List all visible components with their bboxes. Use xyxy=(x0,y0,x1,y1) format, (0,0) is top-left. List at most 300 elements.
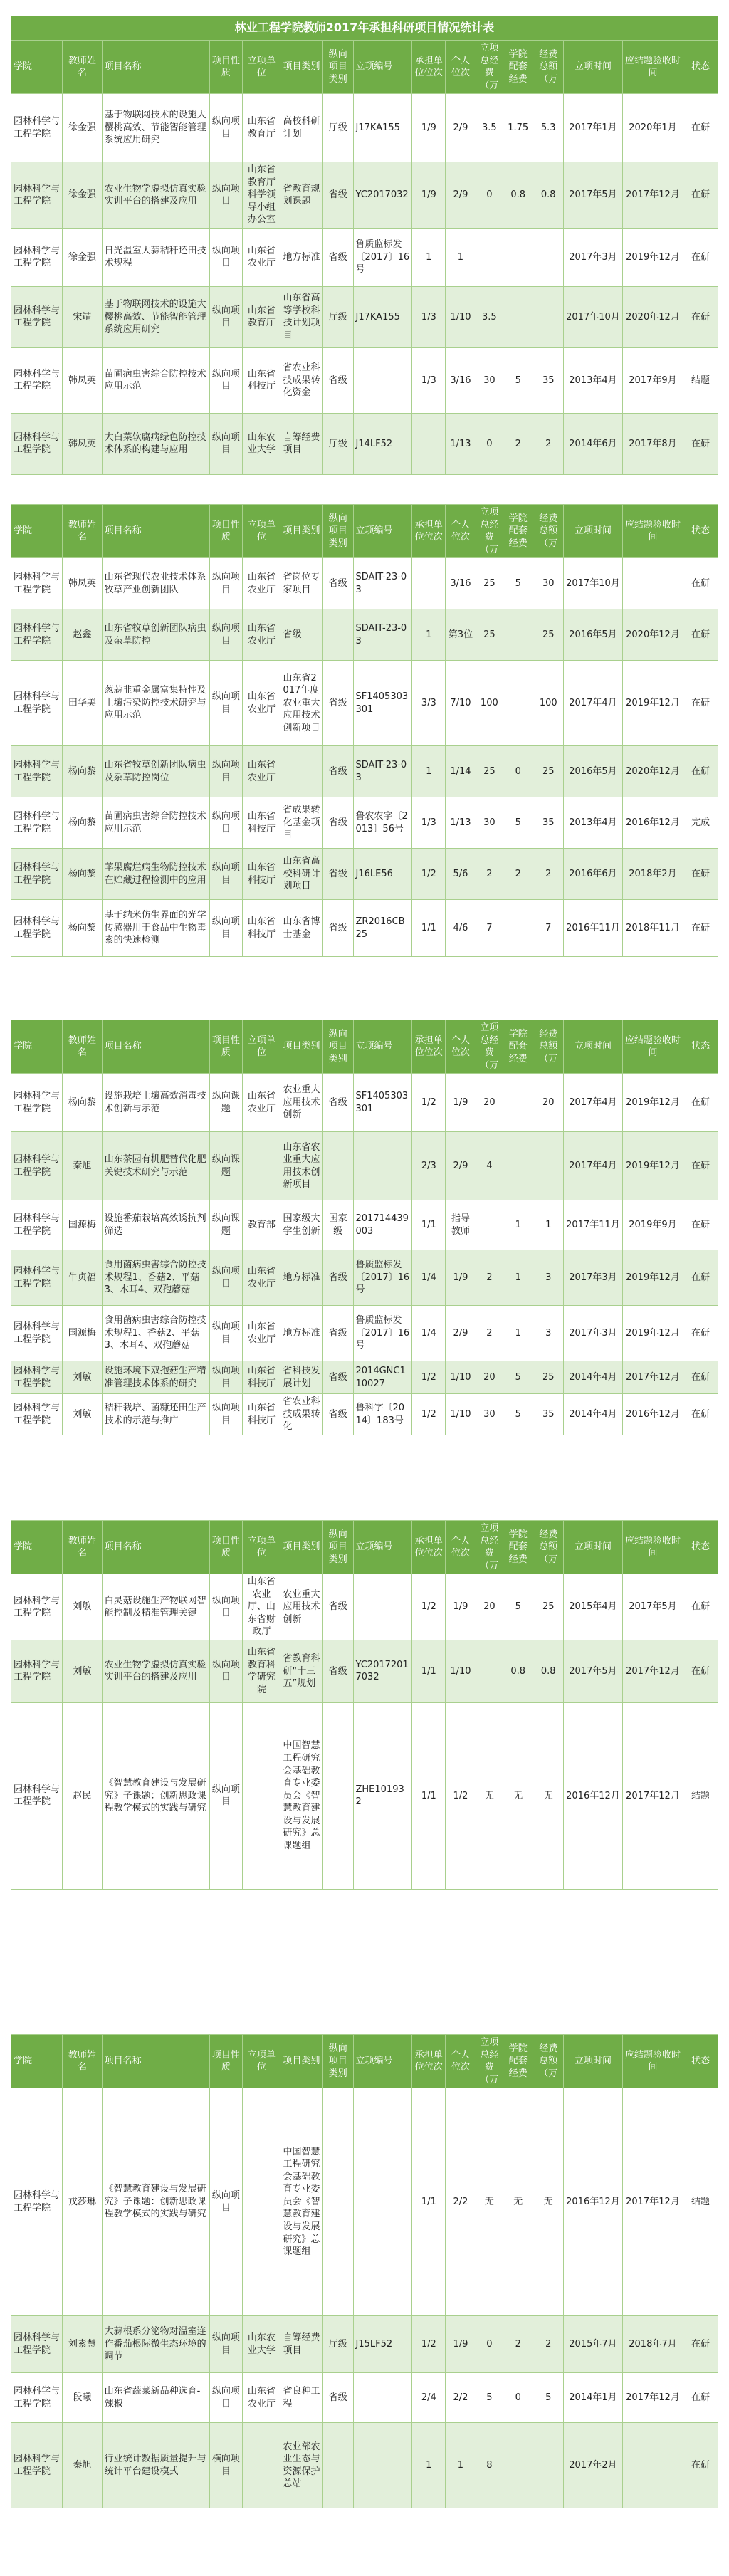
table-cell: 纵向项目 xyxy=(209,286,243,347)
table-cell: 鲁质监标发〔2017〕16号 xyxy=(353,228,412,286)
table-cell xyxy=(322,2423,353,2508)
table-cell: 5 xyxy=(476,2373,503,2423)
table-cell: 2020年12月 xyxy=(622,609,683,661)
table-cell xyxy=(322,609,353,661)
table-row xyxy=(11,2423,718,2508)
table-cell: 在研 xyxy=(683,2316,718,2373)
table-cell xyxy=(243,1702,280,1889)
table-cell: 2 xyxy=(503,849,533,900)
table-cell: 省级 xyxy=(322,1394,353,1435)
table-cell: 0.8 xyxy=(533,162,564,229)
table-row xyxy=(11,1074,718,1132)
table-cell: 1 xyxy=(412,746,446,797)
table-cell: 1/1 xyxy=(412,1200,446,1250)
table-cell: 省级 xyxy=(322,1640,353,1702)
column-header: 立项编号 xyxy=(353,1521,412,1574)
table-cell: 山东省教育科学研究院 xyxy=(243,1640,280,1702)
table-cell: 0 xyxy=(503,746,533,797)
table-cell: 园林科学与工程学院 xyxy=(11,797,63,849)
column-header: 项目类别 xyxy=(280,2035,323,2088)
table-cell: 1/9 xyxy=(446,1574,476,1640)
table-cell: 2/9 xyxy=(446,94,476,162)
table-cell: 园林科学与工程学院 xyxy=(11,1361,63,1394)
table-cell: 苗圃病虫害综合防控技术应用示范 xyxy=(102,347,209,413)
table-cell: 2019年12月 xyxy=(622,228,683,286)
column-header: 立项编号 xyxy=(353,41,412,94)
table-cell: 园林科学与工程学院 xyxy=(11,746,63,797)
table-cell: J16LE56 xyxy=(353,849,412,900)
table-cell: 指导教师 xyxy=(446,1200,476,1250)
table-cell: 基于物联网技术的设施大樱桃高效、节能智能管理系统应用研究 xyxy=(102,286,209,347)
table-cell: 0.8 xyxy=(503,1640,533,1702)
table-cell: 自筹经费项目 xyxy=(280,2316,323,2373)
table-cell: 无 xyxy=(533,1702,564,1889)
table-row xyxy=(11,2316,718,2373)
column-header: 经费总额（万 xyxy=(533,1521,564,1574)
table-cell: 2 xyxy=(533,2316,564,2373)
table-cell: 白灵菇设施生产物联网智能控制及精准管理关键 xyxy=(102,1574,209,1640)
table-cell: 2017年12月 xyxy=(622,1640,683,1702)
table-cell: 山东省博士基金 xyxy=(280,900,323,957)
column-header: 纵向项目类别 xyxy=(322,1020,353,1074)
table-cell: 纵向项目 xyxy=(209,558,243,609)
table-cell: 35 xyxy=(533,797,564,849)
table-cell: 5 xyxy=(533,2373,564,2423)
table-cell: 1 xyxy=(412,609,446,661)
table-cell: 山东省农业厅 xyxy=(243,609,280,661)
table-cell: 山东省教育厅科学领导小组办公室 xyxy=(243,162,280,229)
column-header: 立项编号 xyxy=(353,1020,412,1074)
table-cell: 山东省科技厅 xyxy=(243,900,280,957)
table-cell: 1/9 xyxy=(446,1250,476,1306)
table-cell: 2016年5月 xyxy=(564,746,623,797)
table-cell: 刘素慧 xyxy=(63,2316,102,2373)
table-cell: 2017年9月 xyxy=(622,347,683,413)
table-cell: 2019年12月 xyxy=(622,661,683,746)
table-cell: 30 xyxy=(476,1394,503,1435)
column-header: 状态 xyxy=(683,1020,718,1074)
table-cell xyxy=(353,347,412,413)
table-cell: 2014年6月 xyxy=(564,413,623,474)
table-cell: 0 xyxy=(476,413,503,474)
table-cell: 2/9 xyxy=(446,162,476,229)
table-cell xyxy=(622,558,683,609)
table-cell: 省级 xyxy=(322,797,353,849)
column-header: 承担单位位次 xyxy=(412,41,446,94)
table-cell: 园林科学与工程学院 xyxy=(11,162,63,229)
table-cell: 1 xyxy=(533,1200,564,1250)
table-row xyxy=(11,2088,718,2316)
table-cell: 5 xyxy=(503,1361,533,1394)
table-cell: 1/13 xyxy=(446,413,476,474)
table-cell: 2016年12月 xyxy=(564,1702,623,1889)
table-cell: 1 xyxy=(446,2423,476,2508)
column-header: 教师姓名 xyxy=(63,41,102,94)
table-cell xyxy=(503,228,533,286)
table-cell xyxy=(476,1200,503,1250)
table-cell: 中国智慧工程研究会基础教育专业委员会《智慧教育建设与发展研究》总课题组 xyxy=(280,2088,323,2316)
table-cell: ZHE101932 xyxy=(353,1702,412,1889)
table-cell: 山东省农业厅 xyxy=(243,1250,280,1306)
table-cell: 省级 xyxy=(322,228,353,286)
project-table-1 xyxy=(11,40,718,475)
table-cell: 农业生物学虚拟仿真实验实训平台的搭建及应用 xyxy=(102,1640,209,1702)
table-cell xyxy=(243,2088,280,2316)
table-cell: 1/2 xyxy=(412,1074,446,1132)
table-row xyxy=(11,1574,718,1640)
table-cell xyxy=(622,2423,683,2508)
table-cell: 2/2 xyxy=(446,2373,476,2423)
table-row xyxy=(11,413,718,474)
table-cell: 7 xyxy=(533,900,564,957)
table-cell: 园林科学与工程学院 xyxy=(11,661,63,746)
table-cell: 刘敏 xyxy=(63,1361,102,1394)
table-cell: 2020年1月 xyxy=(622,94,683,162)
table-cell: 园林科学与工程学院 xyxy=(11,286,63,347)
table-row xyxy=(11,286,718,347)
table-cell: 纵向项目 xyxy=(209,797,243,849)
table-cell: 2019年12月 xyxy=(622,1306,683,1361)
column-header: 项目名称 xyxy=(102,505,209,558)
table-cell: 国家级大学生创新 xyxy=(280,1200,323,1250)
table-cell: 2017年10月 xyxy=(564,286,623,347)
column-header: 个人位次 xyxy=(446,1020,476,1074)
table-cell: 设施栽培土壤高效消毒技术创新与示范 xyxy=(102,1074,209,1132)
table-cell: SDAIT-23-03 xyxy=(353,609,412,661)
table-cell: 在研 xyxy=(683,1200,718,1250)
table-cell: 在研 xyxy=(683,94,718,162)
table-cell xyxy=(503,900,533,957)
table-cell: 省级 xyxy=(322,661,353,746)
table-cell: 5.3 xyxy=(533,94,564,162)
table-cell: 3.5 xyxy=(476,286,503,347)
table-cell: 山东省教育厅 xyxy=(243,286,280,347)
table-cell: 2017年2月 xyxy=(564,2423,623,2508)
table-cell xyxy=(503,2423,533,2508)
table-row xyxy=(11,558,718,609)
table-cell: 7/10 xyxy=(446,661,476,746)
column-header: 承担单位位次 xyxy=(412,1020,446,1074)
table-cell: 1/4 xyxy=(412,1306,446,1361)
column-header: 立项总经费（万 xyxy=(476,2035,503,2088)
table-cell: 无 xyxy=(503,1702,533,1889)
table-cell: 园林科学与工程学院 xyxy=(11,2373,63,2423)
table-cell: 2 xyxy=(533,849,564,900)
table-row xyxy=(11,797,718,849)
table-cell: 2015年4月 xyxy=(564,1574,623,1640)
table-row xyxy=(11,609,718,661)
table-cell: 地方标准 xyxy=(280,228,323,286)
table-cell: 2020年12月 xyxy=(622,746,683,797)
table-cell: 山东农业大学 xyxy=(243,2316,280,2373)
table-cell: 山东省现代农业技术体系牧草产业创新团队 xyxy=(102,558,209,609)
table-cell: 厅级 xyxy=(322,286,353,347)
table-cell: 纵向项目 xyxy=(209,2316,243,2373)
table-cell: 韩凤英 xyxy=(63,347,102,413)
table-cell: SDAIT-23-03 xyxy=(353,558,412,609)
header-row xyxy=(11,505,718,558)
table-cell: 2014GNC110027 xyxy=(353,1361,412,1394)
table-cell: 徐金强 xyxy=(63,162,102,229)
table-cell: 教育部 xyxy=(243,1200,280,1250)
table-cell: 鲁质监标发〔2017〕16号 xyxy=(353,1306,412,1361)
table-cell: 1/9 xyxy=(446,1074,476,1132)
table-cell xyxy=(412,413,446,474)
column-header: 教师姓名 xyxy=(63,2035,102,2088)
table-cell: 1 xyxy=(412,228,446,286)
table-cell xyxy=(243,2423,280,2508)
table-cell: 赵民 xyxy=(63,1702,102,1889)
table-cell: 2014年1月 xyxy=(564,2373,623,2423)
column-header: 应结题验收时间 xyxy=(622,1521,683,1574)
table-cell: 2/4 xyxy=(412,2373,446,2423)
column-header: 学院 xyxy=(11,1020,63,1074)
table-cell: 1/9 xyxy=(412,94,446,162)
column-header: 学院 xyxy=(11,41,63,94)
column-header: 项目名称 xyxy=(102,41,209,94)
table-cell: 100 xyxy=(533,661,564,746)
table-cell: 1/2 xyxy=(412,1361,446,1394)
table-cell: 纵向项目 xyxy=(209,2088,243,2316)
table-cell: 省级 xyxy=(280,609,323,661)
column-header: 学院 xyxy=(11,1521,63,1574)
table-cell: 园林科学与工程学院 xyxy=(11,1574,63,1640)
table-cell: 山东省农业厅 xyxy=(243,746,280,797)
table-cell: 纵向项目 xyxy=(209,228,243,286)
table-cell: YC2017032 xyxy=(353,162,412,229)
table-row xyxy=(11,162,718,229)
column-header: 应结题验收时间 xyxy=(622,505,683,558)
table-cell: 1 xyxy=(412,2423,446,2508)
table-cell: 2019年12月 xyxy=(622,1250,683,1306)
table-cell: 田华美 xyxy=(63,661,102,746)
table-cell: 省级 xyxy=(322,347,353,413)
table-cell: 5 xyxy=(503,1394,533,1435)
table-cell: 园林科学与工程学院 xyxy=(11,94,63,162)
table-cell: 20 xyxy=(533,1074,564,1132)
table-cell: 1/2 xyxy=(412,849,446,900)
table-row xyxy=(11,746,718,797)
table-cell: 国家级 xyxy=(322,1200,353,1250)
table-cell: 纵向课题 xyxy=(209,1132,243,1200)
table-cell: 5/6 xyxy=(446,849,476,900)
column-header: 立项单位 xyxy=(243,41,280,94)
table-cell: 园林科学与工程学院 xyxy=(11,1132,63,1200)
table-cell: 2017年4月 xyxy=(564,1074,623,1132)
table-cell: 0 xyxy=(476,2316,503,2373)
table-cell: 省级 xyxy=(322,1250,353,1306)
header-row xyxy=(11,41,718,94)
table-cell: 省级 xyxy=(322,1074,353,1132)
table-cell: 在研 xyxy=(683,900,718,957)
table-cell: 园林科学与工程学院 xyxy=(11,347,63,413)
table-cell: 1/2 xyxy=(446,1702,476,1889)
table-cell xyxy=(533,1132,564,1200)
table-cell: 食用菌病虫害综合防控技术规程1、香菇2、平菇3、木耳4、双孢蘑菇 xyxy=(102,1306,209,1361)
column-header: 立项总经费（万 xyxy=(476,1521,503,1574)
table-cell: 25 xyxy=(533,1361,564,1394)
table-cell: 食用菌病虫害综合防控技术规程1、香菇2、平菇3、木耳4、双孢蘑菇 xyxy=(102,1250,209,1306)
table-cell: 园林科学与工程学院 xyxy=(11,1250,63,1306)
table-cell: 基于物联网技术的设施大樱桃高效、节能智能管理系统应用研究 xyxy=(102,94,209,162)
table-cell: 1/3 xyxy=(412,347,446,413)
table-cell xyxy=(322,1132,353,1200)
column-header: 个人位次 xyxy=(446,41,476,94)
column-header: 立项总经费（万 xyxy=(476,1020,503,1074)
column-header: 应结题验收时间 xyxy=(622,2035,683,2088)
column-header: 项目性质 xyxy=(209,2035,243,2088)
table-cell xyxy=(353,2373,412,2423)
table-cell: 结题 xyxy=(683,2088,718,2316)
table-cell: 山东省蔬菜新品种选育-辣椒 xyxy=(102,2373,209,2423)
table-cell xyxy=(353,1574,412,1640)
table-cell: 山东省2017年度农业重大应用技术创新项目 xyxy=(280,661,323,746)
table-cell: 100 xyxy=(476,661,503,746)
table-cell: 纵向项目 xyxy=(209,1640,243,1702)
table-cell: 纵向项目 xyxy=(209,609,243,661)
table-row xyxy=(11,849,718,900)
table-cell: 省级 xyxy=(322,900,353,957)
column-header: 纵向项目类别 xyxy=(322,505,353,558)
table-cell: 1/2 xyxy=(412,1574,446,1640)
table-cell: 2017年12月 xyxy=(622,2088,683,2316)
table-cell: J15LF52 xyxy=(353,2316,412,2373)
table-cell: 山东省科技厅 xyxy=(243,849,280,900)
table-cell: 省级 xyxy=(322,1574,353,1640)
table-cell: 在研 xyxy=(683,1132,718,1200)
table-cell: 省级 xyxy=(322,746,353,797)
table-cell: 山东省教育厅 xyxy=(243,94,280,162)
table-cell: 2/2 xyxy=(446,2088,476,2316)
column-header: 立项编号 xyxy=(353,2035,412,2088)
table-cell: 秦旭 xyxy=(63,1132,102,1200)
table-cell: 3.5 xyxy=(476,94,503,162)
column-header: 立项时间 xyxy=(564,41,623,94)
table-cell: 纵向项目 xyxy=(209,2373,243,2423)
table-cell xyxy=(412,558,446,609)
table-cell: 园林科学与工程学院 xyxy=(11,558,63,609)
table-cell xyxy=(322,1702,353,1889)
table-cell: 山东省农业厅 xyxy=(243,1306,280,1361)
table-cell: 2013年4月 xyxy=(564,797,623,849)
table-row xyxy=(11,900,718,957)
table-cell: 20 xyxy=(476,1574,503,1640)
table-cell: 秸秆栽培、菌糠还田生产技术的示范与推广 xyxy=(102,1394,209,1435)
column-header: 纵向项目类别 xyxy=(322,2035,353,2088)
table-cell xyxy=(503,1132,533,1200)
table-row xyxy=(11,1394,718,1435)
column-header: 纵向项目类别 xyxy=(322,41,353,94)
column-header: 经费总额（万 xyxy=(533,41,564,94)
column-header: 项目类别 xyxy=(280,505,323,558)
table-cell: 山东省农业厅 xyxy=(243,2373,280,2423)
table-cell: 宋靖 xyxy=(63,286,102,347)
table-cell: 园林科学与工程学院 xyxy=(11,228,63,286)
column-header: 状态 xyxy=(683,505,718,558)
table-cell: 省级 xyxy=(322,162,353,229)
table-cell: 第3位 xyxy=(446,609,476,661)
table-cell: 2014年4月 xyxy=(564,1394,623,1435)
table-cell: 纵向项目 xyxy=(209,746,243,797)
page-title: 林业工程学院教师2017年承担科研项目情况统计表 xyxy=(11,16,718,40)
table-cell: 在研 xyxy=(683,1574,718,1640)
table-cell: 农业重大应用技术创新 xyxy=(280,1074,323,1132)
table-cell xyxy=(322,2088,353,2316)
column-header: 立项单位 xyxy=(243,2035,280,2088)
table-cell: 3/16 xyxy=(446,347,476,413)
column-header: 学院 xyxy=(11,2035,63,2088)
table-cell: 国源梅 xyxy=(63,1200,102,1250)
table-cell: 1/1 xyxy=(412,2088,446,2316)
table-cell: 2018年7月 xyxy=(622,2316,683,2373)
table-cell: 牛贞福 xyxy=(63,1250,102,1306)
column-header: 立项单位 xyxy=(243,1521,280,1574)
table-cell: 无 xyxy=(533,2088,564,2316)
table-cell: 2017年3月 xyxy=(564,1250,623,1306)
table-row xyxy=(11,347,718,413)
table-cell: 30 xyxy=(476,797,503,849)
column-header: 立项时间 xyxy=(564,1521,623,1574)
table-cell: 35 xyxy=(533,347,564,413)
table-cell: 山东省农业厅、山东省财政厅 xyxy=(243,1574,280,1640)
project-table-5 xyxy=(11,2034,718,2508)
table-cell: 无 xyxy=(476,2088,503,2316)
table-cell: 在研 xyxy=(683,2423,718,2508)
column-header: 立项时间 xyxy=(564,505,623,558)
table-cell: 在研 xyxy=(683,849,718,900)
table-cell: 在研 xyxy=(683,1250,718,1306)
table-cell: 纵向课题 xyxy=(209,1074,243,1132)
table-cell: 在研 xyxy=(683,1306,718,1361)
table-cell: 25 xyxy=(533,609,564,661)
table-cell: 山东省牧草创新团队病虫及杂草防控 xyxy=(102,609,209,661)
column-header: 教师姓名 xyxy=(63,505,102,558)
table-cell: 横向项目 xyxy=(209,2423,243,2508)
table-cell: 省农业科技成果转化 xyxy=(280,1394,323,1435)
table-cell: 1/13 xyxy=(446,797,476,849)
table-cell: 山东农业大学 xyxy=(243,413,280,474)
table-cell: 结题 xyxy=(683,347,718,413)
table-cell: 山东省科技厅 xyxy=(243,1361,280,1394)
column-header: 教师姓名 xyxy=(63,1521,102,1574)
table-cell: 2017年12月 xyxy=(622,2373,683,2423)
table-cell: 0 xyxy=(476,162,503,229)
table-cell: 在研 xyxy=(683,413,718,474)
table-cell: 2017年3月 xyxy=(564,1306,623,1361)
table-cell: 1/9 xyxy=(412,162,446,229)
table-cell: 省教育规划课题 xyxy=(280,162,323,229)
table-cell: 地方标准 xyxy=(280,1306,323,1361)
table-cell: 1/10 xyxy=(446,1361,476,1394)
project-table-2 xyxy=(11,504,718,957)
table-cell: 2016年5月 xyxy=(564,609,623,661)
table-cell: 2/3 xyxy=(412,1132,446,1200)
column-header: 个人位次 xyxy=(446,1521,476,1574)
table-row xyxy=(11,1132,718,1200)
table-cell: 在研 xyxy=(683,228,718,286)
column-header: 项目性质 xyxy=(209,505,243,558)
table-cell: 纵向项目 xyxy=(209,1306,243,1361)
table-cell: 徐金强 xyxy=(63,94,102,162)
table-cell: 地方标准 xyxy=(280,1250,323,1306)
table-cell: 2 xyxy=(533,413,564,474)
table-cell: 在研 xyxy=(683,286,718,347)
table-cell: 基于纳米仿生界面的光学传感器用于食品中生物毒素的快速检测 xyxy=(102,900,209,957)
table-cell: 鲁科字〔2014〕183号 xyxy=(353,1394,412,1435)
table-cell: 省级 xyxy=(322,2373,353,2423)
column-header: 立项总经费（万 xyxy=(476,41,503,94)
column-header: 项目性质 xyxy=(209,41,243,94)
